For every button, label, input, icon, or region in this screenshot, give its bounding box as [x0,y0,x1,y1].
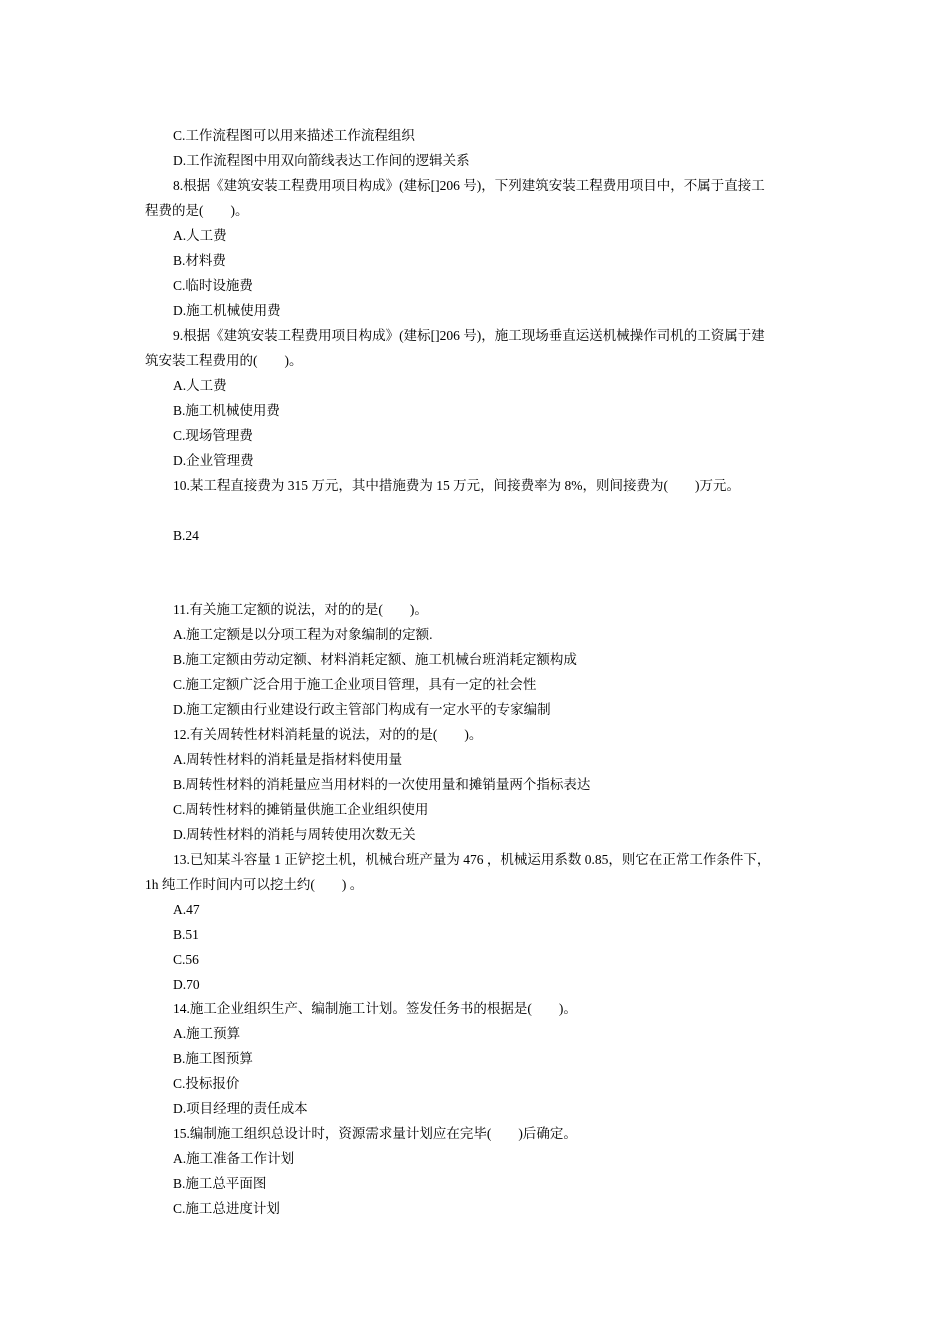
option-b-q10: B.24 [173,528,199,543]
option-c-q8: C.临时设施费 [173,278,253,293]
question-8-cont: 程费的是( )。 [145,203,249,218]
option-b-q15: B.施工总平面图 [173,1176,267,1191]
option-d-q9: D.企业管理费 [173,453,254,468]
option-a-q8: A.人工费 [173,228,227,243]
option-c-q7: C.工作流程图可以用来描述工作流程组织 [173,128,415,143]
option-b-q8: B.材料费 [173,253,226,268]
option-a-q12: A.周转性材料的消耗量是指材料使用量 [173,752,403,767]
option-c-q9: C.现场管理费 [173,428,253,443]
question-12: 12.有关周转性材料消耗量的说法，对的的是( )。 [173,727,483,742]
question-15: 15.编制施工组织总设计时，资源需求量计划应在完毕( )后确定。 [173,1126,577,1141]
option-c-q11: C.施工定额广泛合用于施工企业项目管理，具有一定的社会性 [173,677,537,692]
option-d-q13: D.70 [173,977,200,992]
question-13-cont: 1h 纯工作时间内可以挖土约( ) 。 [145,877,364,892]
option-a-q13: A.47 [173,902,200,917]
question-13: 13.已知某斗容量 1 正铲挖土机，机械台班产量为 476 ，机械运用系数 0.85，则它在正常工作条件下， [173,852,771,867]
option-c-q14: C.投标报价 [173,1076,240,1091]
option-d-q11: D.施工定额由行业建设行政主管部门构成有一定水平的专家编制 [173,702,551,717]
question-8: 8.根据《建筑安装工程费用项目构成》(建标[]206 号)，下列建筑安装工程费用项目中，不属于直接工 [173,178,765,193]
question-11: 11.有关施工定额的说法，对的的是( )。 [173,602,428,617]
option-a-q11: A.施工定额是以分项工程为对象编制的定额. [173,627,433,642]
option-b-q12: B.周转性材料的消耗量应当用材料的一次使用量和摊销量两个指标表达 [173,777,591,792]
option-b-q13: B.51 [173,927,199,942]
question-9-cont: 筑安装工程费用的( )。 [145,353,303,368]
option-d-q12: D.周转性材料的消耗与周转使用次数无关 [173,827,416,842]
option-a-q9: A.人工费 [173,378,227,393]
option-b-q9: B.施工机械使用费 [173,403,280,418]
question-14: 14.施工企业组织生产、编制施工计划。签发任务书的根据是( )。 [173,1001,577,1016]
option-c-q13: C.56 [173,952,199,967]
question-9: 9.根据《建筑安装工程费用项目构成》(建标[]206 号)，施工现场垂直运送机械操作司机的工资属于建 [173,328,765,343]
option-d-q7: D.工作流程图中用双向箭线表达工作间的逻辑关系 [173,153,470,168]
question-10: 10.某工程直接费为 315 万元，其中措施费为 15 万元，间接费率为 8%，则间接费为( )万元。 [173,478,740,493]
option-c-q15: C.施工总进度计划 [173,1201,280,1216]
option-c-q12: C.周转性材料的摊销量供施工企业组织使用 [173,802,429,817]
option-a-q15: A.施工准备工作计划 [173,1151,295,1166]
option-a-q14: A.施工预算 [173,1026,241,1041]
option-d-q8: D.施工机械使用费 [173,303,281,318]
option-b-q11: B.施工定额由劳动定额、材料消耗定额、施工机械台班消耗定额构成 [173,652,577,667]
option-d-q14: D.项目经理的责任成本 [173,1101,308,1116]
option-b-q14: B.施工图预算 [173,1051,253,1066]
